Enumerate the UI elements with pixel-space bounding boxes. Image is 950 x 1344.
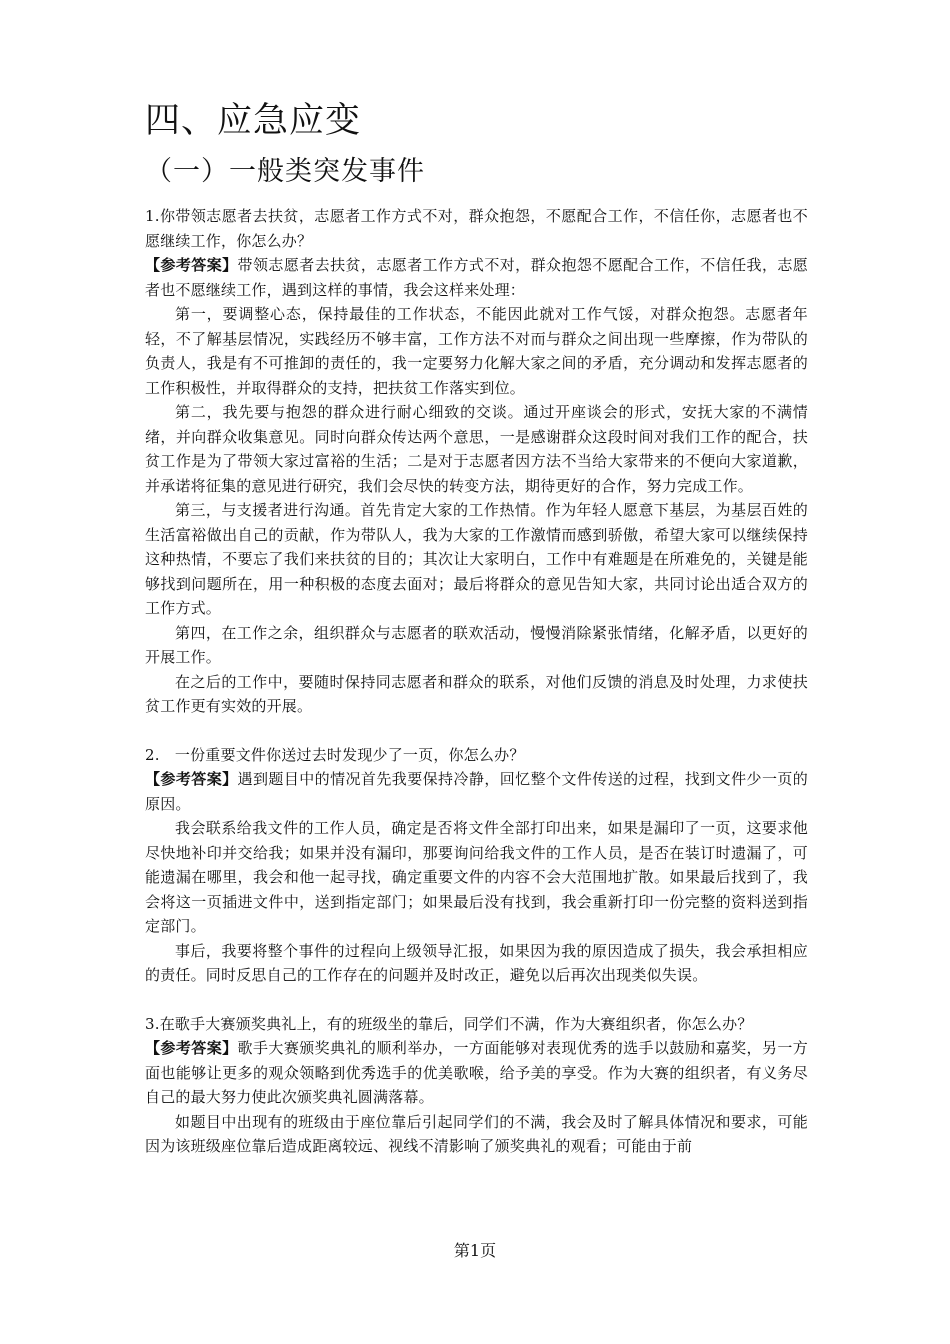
spacer bbox=[145, 988, 808, 1012]
question-3: 3.在歌手大赛颁奖典礼上，有的班级坐的靠后，同学们不满，作为大赛组织者，你怎么办？ bbox=[145, 1014, 753, 1033]
answer-1-paragraph: 第二，我先要与抱怨的群众进行耐心细致的交谈。通过开座谈会的形式，安抚大家的不满情绪，并向群众收集意见。同时向群众传达两个意思，一是感谢群众这段时间对我们工作的配合，扶贫工作是为了带领大家过富裕的生活；二是对于志愿者因方法不当给大家带来的不便向大家道歉，并承诺将征集的意见进行研究，我们会尽快的转变方法，期待更好的合作，努力完成工作。 bbox=[145, 403, 808, 495]
answer-2-paragraph: 我会联系给我文件的工作人员，确定是否将文件全部打印出来，如果是漏印了一页，这要求他尽快地补印并交给我；如果并没有漏印，那要询问给我文件的工作人员，是否在装订时遗漏了，可能遗漏在哪里，我会和他一起寻找，确定重要文件的内容不会大范围地扩散。如果最后找到了，我会将这一页插进文件中，送到指定部门；如果最后没有找到，我会重新打印一份完整的资料送到指定部门。 bbox=[145, 819, 808, 935]
section-title: 四、应急应变 bbox=[145, 101, 362, 141]
spacer bbox=[145, 719, 808, 743]
answer-1-intro bbox=[145, 253, 808, 302]
answer-text: 遇到题目中的情况首先我要保持冷静，回忆整个文件传送的过程，找到文件少一页的原因。 bbox=[145, 770, 808, 813]
section-subtitle: （一）一般类突发事件 bbox=[145, 156, 425, 187]
answer-label: 【参考答案】 bbox=[145, 1039, 238, 1057]
answer-2-intro bbox=[145, 767, 808, 816]
question-1: 1.你带领志愿者去扶贫，志愿者工作方式不对，群众抱怨，不愿配合工作，不信任你，志愿者也不愿继续工作，你怎么办？ bbox=[145, 207, 808, 250]
answer-1-paragraph: 第一，要调整心态，保持最佳的工作状态，不能因此就对工作气馁，对群众抱怨。志愿者年轻，不了解基层情况，实践经历不够丰富，工作方法不对而与群众之间出现一些摩擦，作为带队的负责人，我是有不可推卸的责任的，我一定要努力化解大家之间的矛盾，充分调动和发挥志愿者的工作积极性，并取得群众的支持，把扶贫工作落实到位。 bbox=[145, 305, 808, 397]
document-page bbox=[145, 96, 808, 1159]
page-number: 第1页 bbox=[453, 1241, 497, 1260]
answer-label: 【参考答案】 bbox=[145, 770, 238, 788]
answer-1-paragraph: 第三，与支援者进行沟通。首先肯定大家的工作热情。作为年轻人愿意下基层，为基层百姓的生活富裕做出自己的贡献，作为带队人，我为大家的工作激情而感到骄傲，希望大家可以继续保持这种热情，不要忘了我们来扶贫的目的；其次让大家明白，工作中有难题是在所难免的，关键是能够找到问题所在，用一种积极的态度去面对；最后将群众的意见告知大家，共同讨论出适合双方的工作方式。 bbox=[145, 501, 808, 617]
answer-1-paragraph: 第四，在工作之余，组织群众与志愿者的联欢活动，慢慢消除紧张情绪，化解矛盾，以更好的开展工作。 bbox=[145, 623, 808, 666]
answer-3-paragraph: 如题目中出现有的班级由于座位靠后引起同学们的不满，我会及时了解具体情况和要求，可能因为该班级座位靠后造成距离较远、视线不清影响了颁奖典礼的观看；可能由于前 bbox=[145, 1112, 808, 1155]
answer-text: 带领志愿者去扶贫，志愿者工作方式不对，群众抱怨不愿配合工作，不信任我，志愿者也不愿继续工作，遇到这样的事情，我会这样来处理： bbox=[145, 256, 808, 299]
answer-1-paragraph: 在之后的工作中，要随时保持同志愿者和群众的联系，对他们反馈的消息及时处理，力求使扶贫工作更有实效的开展。 bbox=[145, 672, 808, 715]
answer-2-paragraph: 事后，我要将整个事件的过程向上级领导汇报，如果因为我的原因造成了损失，我会承担相应的责任。同时反思自己的工作存在的问题并及时改正，避免以后再次出现类似失误。 bbox=[145, 941, 808, 984]
answer-label: 【参考答案】 bbox=[145, 256, 238, 274]
question-2: 2. 一份重要文件你送过去时发现少了一页，你怎么办？ bbox=[145, 745, 525, 764]
answer-3-intro bbox=[145, 1036, 808, 1110]
answer-text: 歌手大赛颁奖典礼的顺利举办，一方面能够对表现优秀的选手以鼓励和嘉奖，另一方面也能够让更多的观众领略到优秀选手的优美歌喉，给予美的享受。作为大赛的组织者，有义务尽自己的最大努力使此次颁奖典礼圆满落幕。 bbox=[145, 1039, 808, 1106]
